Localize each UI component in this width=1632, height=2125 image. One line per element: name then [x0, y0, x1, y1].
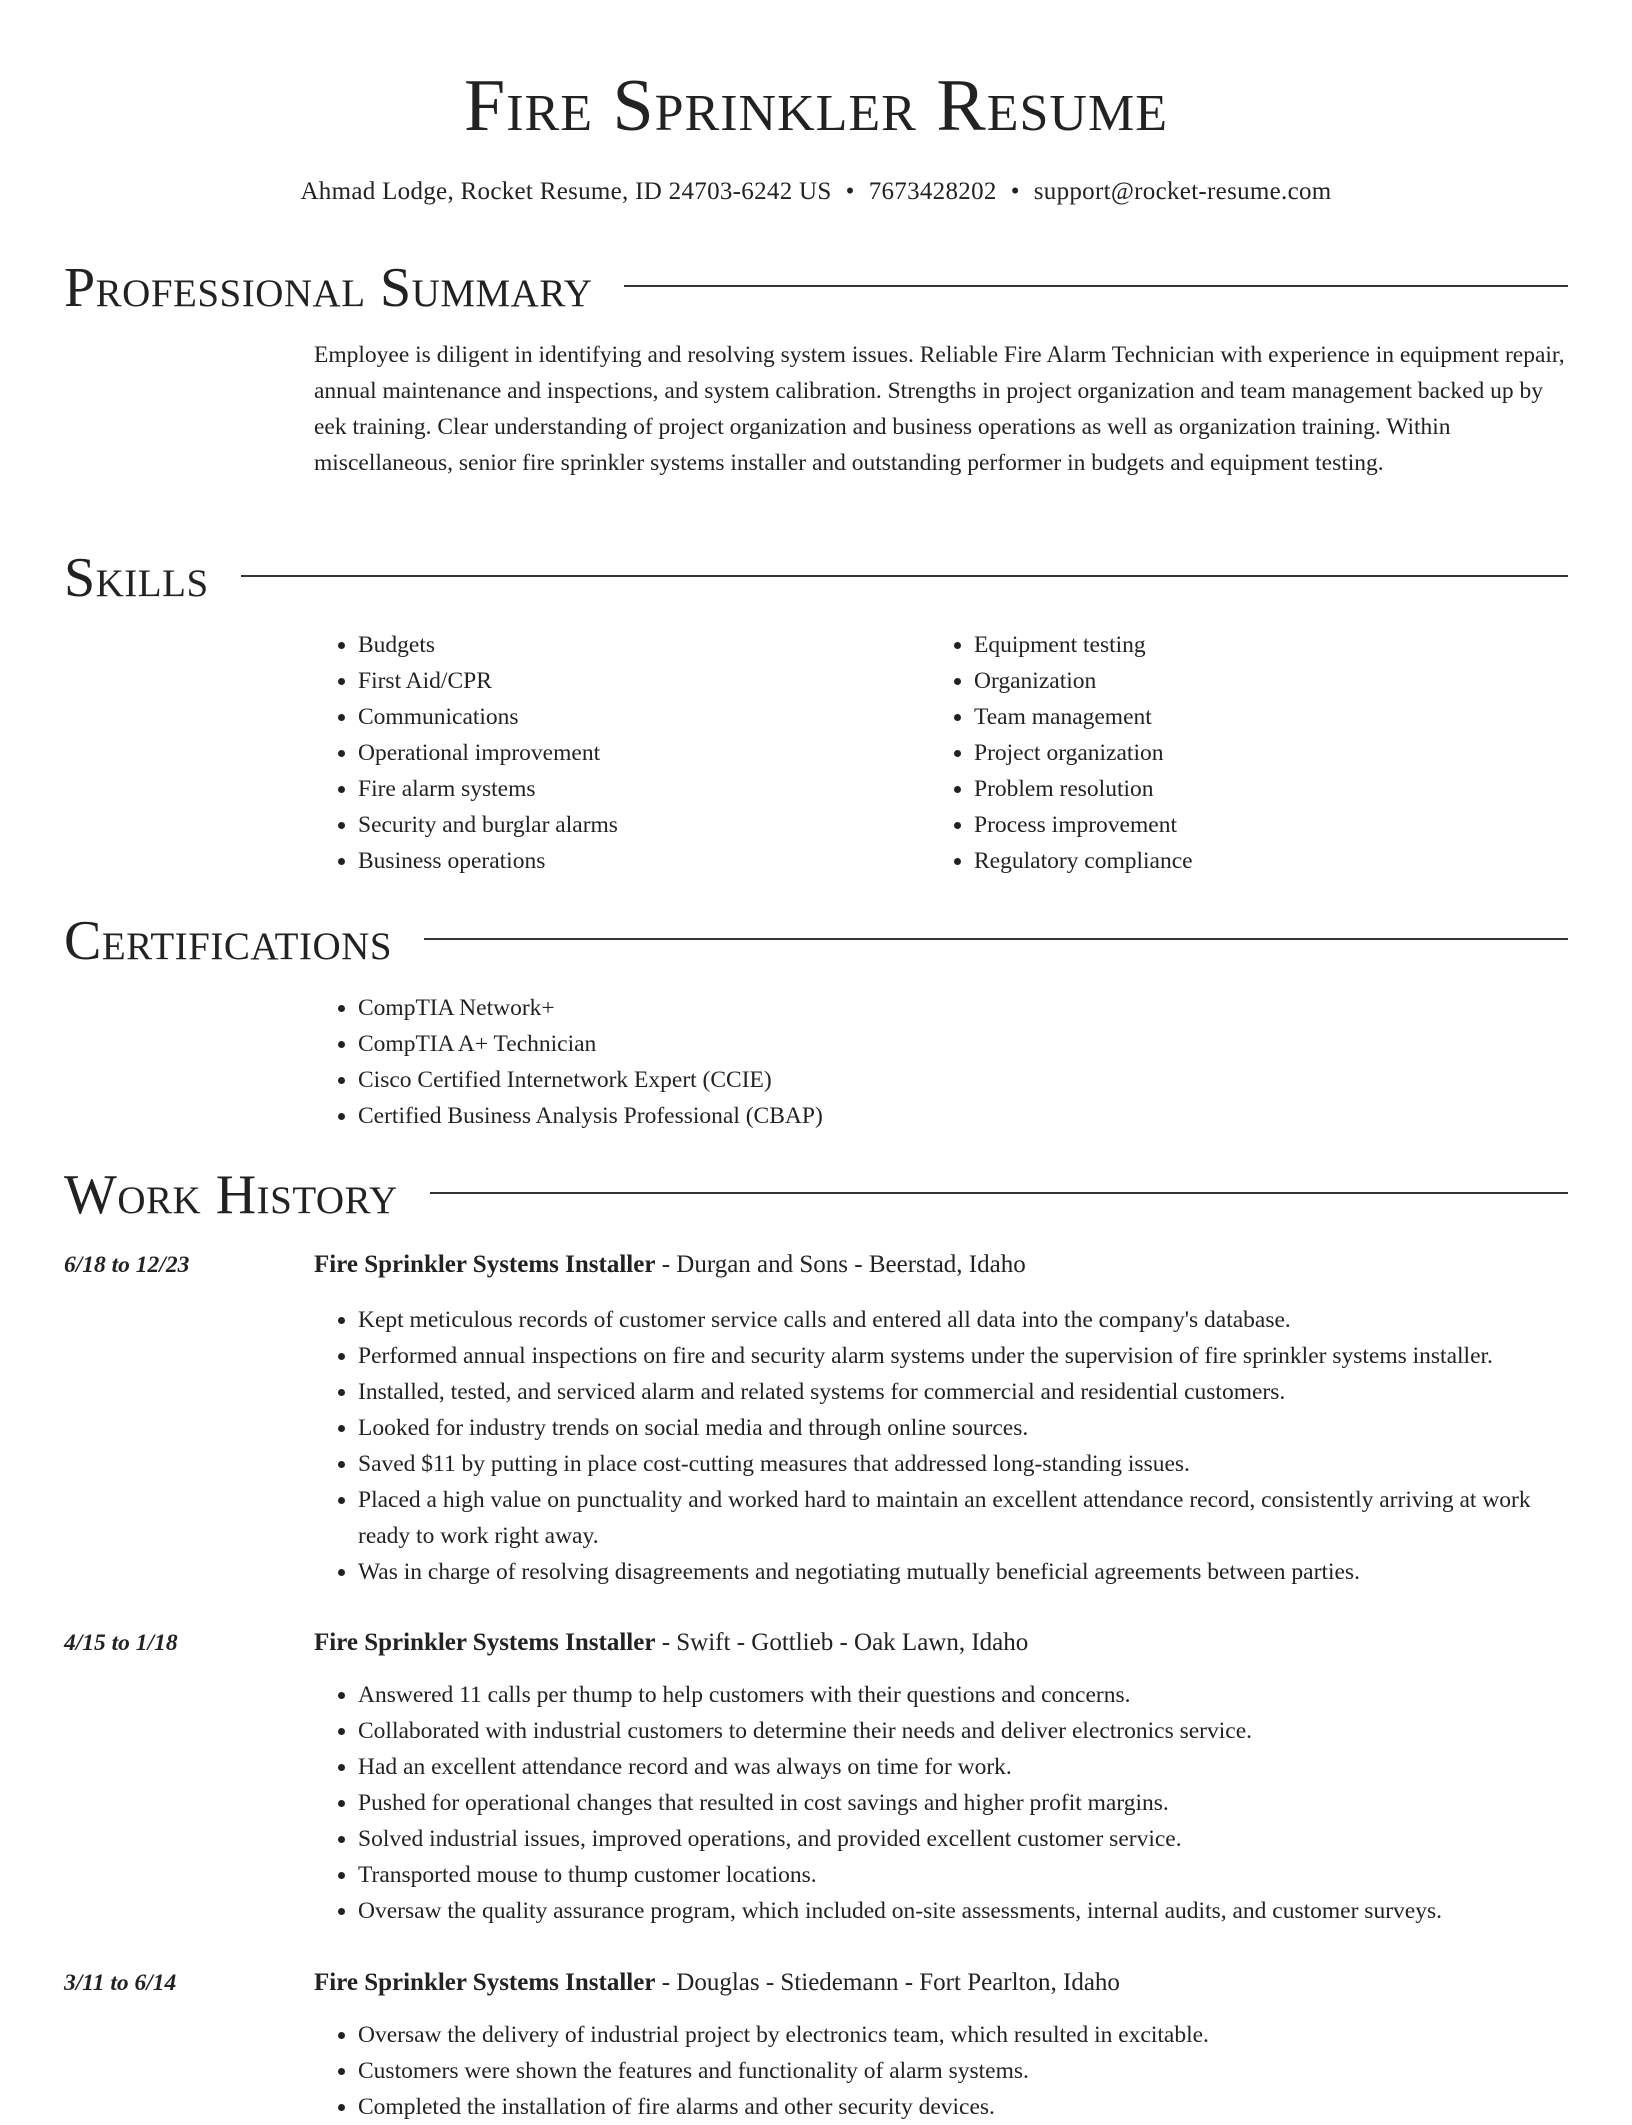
section-title-summary: Professional Summary: [64, 257, 593, 319]
job-bullet: • Pushed for operational changes that resulted in cost savings and higher profit margins.: [358, 1785, 1594, 1821]
job-dates: 6/18 to 12/23: [64, 1252, 190, 1278]
job-bullet: • Answered 11 calls per thump to help customers with their questions and concerns.: [358, 1677, 1594, 1713]
job-bullet: • Installed, tested, and serviced alarm and related systems for commercial and residential customers.: [358, 1374, 1594, 1410]
skill-item: • Problem resolution: [974, 771, 1193, 807]
section-divider: [241, 575, 1568, 577]
job-bullet: • Had an excellent attendance record and was always on time for work.: [358, 1749, 1594, 1785]
job-bullet: • Transported mouse to thump customer locations.: [358, 1857, 1594, 1893]
skill-item: • Regulatory compliance: [974, 843, 1193, 879]
skill-item: • Fire alarm systems: [358, 771, 618, 807]
contact-address: Ahmad Lodge, Rocket Resume, ID 24703-6242 US: [300, 178, 832, 205]
skill-item: • Project organization: [974, 735, 1193, 771]
job-bullet: • Oversaw the delivery of industrial project by electronics team, which resulted in excitable.: [358, 2017, 1594, 2053]
section-title-skills: Skills: [64, 547, 209, 609]
job-title: Fire Sprinkler Systems Installer: [314, 1629, 656, 1656]
skill-item: • Organization: [974, 663, 1193, 699]
job-bullet-list: [314, 1302, 1594, 1590]
job-bullet: • Kept meticulous records of customer service calls and entered all data into the company's database.: [358, 1302, 1594, 1338]
section-title-work-history: Work History: [64, 1164, 398, 1226]
job-dates: 3/11 to 6/14: [64, 1970, 177, 1996]
section-header-certifications: [64, 909, 1568, 973]
job-title: Fire Sprinkler Systems Installer: [314, 1969, 656, 1996]
job-dates: 4/15 to 1/18: [64, 1630, 178, 1656]
job-title: Fire Sprinkler Systems Installer: [314, 1251, 656, 1278]
contact-email: support@rocket-resume.com: [1033, 178, 1332, 205]
job-company: - Durgan and Sons - Beerstad, Idaho: [655, 1251, 1026, 1278]
job-bullet: • Completed the installation of fire alarms and other security devices.: [358, 2089, 1594, 2125]
contact-phone: 7673428202: [868, 178, 997, 205]
job-bullet: • Collaborated with industrial customers to determine their needs and deliver electronics service.: [358, 1713, 1594, 1749]
skills-column-right: [930, 627, 1193, 879]
summary-paragraph: Employee is diligent in identifying and resolving system issues. Reliable Fire Alarm Technician with experience in equipment repair, annual maintenance and inspections, and system calibration. Strengths in project organization and team management backed up by eek training. Clear understanding of project organization and business operations as well as organization training. Within miscellaneous, senior fire sprinkler systems installer and outstanding performer in budgets and equipment testing.: [314, 342, 1565, 476]
skill-item: • Security and burglar alarms: [358, 807, 618, 843]
job-bullet: • Placed a high value on punctuality and worked hard to maintain an excellent attendance record, consistently arriving at work ready to work right away.: [358, 1482, 1594, 1554]
skill-item: • Business operations: [358, 843, 618, 879]
certification-item: • CompTIA A+ Technician: [358, 1026, 823, 1062]
job-bullet: • Performed annual inspections on fire and security alarm systems under the supervision of fire sprinkler systems installer.: [358, 1338, 1594, 1374]
contact-separator: •: [845, 178, 855, 205]
skill-item: • Team management: [974, 699, 1193, 735]
job-heading: [314, 1625, 1028, 1661]
certification-item: • Certified Business Analysis Professional (CBAP): [358, 1098, 823, 1134]
section-title-certifications: Certifications: [64, 910, 393, 972]
job-bullet: • Looked for industry trends on social media and through online sources.: [358, 1410, 1594, 1446]
job-heading: [314, 1247, 1026, 1283]
job-bullet-list: [314, 1677, 1594, 1929]
certifications-list: [314, 990, 823, 1134]
job-bullet: • Was in charge of resolving disagreements and negotiating mutually beneficial agreements between parties.: [358, 1554, 1594, 1590]
certification-item: • CompTIA Network+: [358, 990, 823, 1026]
section-header-work-history: [64, 1163, 1568, 1227]
contact-line: [0, 174, 1632, 210]
skill-item: • Process improvement: [974, 807, 1193, 843]
job-company: - Swift - Gottlieb - Oak Lawn, Idaho: [655, 1629, 1029, 1656]
job-heading: [314, 1965, 1120, 2001]
contact-separator: •: [1010, 178, 1020, 205]
resume-title: Fire Sprinkler Resume: [464, 65, 1168, 147]
skill-item: • Budgets: [358, 627, 618, 663]
job-bullet: • Saved $11 by putting in place cost-cutting measures that addressed long-standing issues.: [358, 1446, 1594, 1482]
section-header-summary: [64, 256, 1568, 320]
skill-item: • Communications: [358, 699, 618, 735]
skill-item: • Operational improvement: [358, 735, 618, 771]
section-divider: [624, 285, 1568, 287]
skills-column-left: [314, 627, 618, 879]
job-company: - Douglas - Stiedemann - Fort Pearlton, Idaho: [655, 1969, 1120, 1996]
section-divider: [424, 938, 1568, 940]
job-bullet: • Customers were shown the features and functionality of alarm systems.: [358, 2053, 1594, 2089]
job-bullet-list: [314, 2017, 1594, 2125]
skill-item: • Equipment testing: [974, 627, 1193, 663]
skill-item: • First Aid/CPR: [358, 663, 618, 699]
section-header-skills: [64, 546, 1568, 610]
certification-item: • Cisco Certified Internetwork Expert (CCIE): [358, 1062, 823, 1098]
job-bullet: • Oversaw the quality assurance program, which included on-site assessments, internal audits, and customer surveys.: [358, 1893, 1594, 1929]
job-bullet: • Solved industrial issues, improved operations, and provided excellent customer service.: [358, 1821, 1594, 1857]
section-divider: [430, 1192, 1568, 1194]
